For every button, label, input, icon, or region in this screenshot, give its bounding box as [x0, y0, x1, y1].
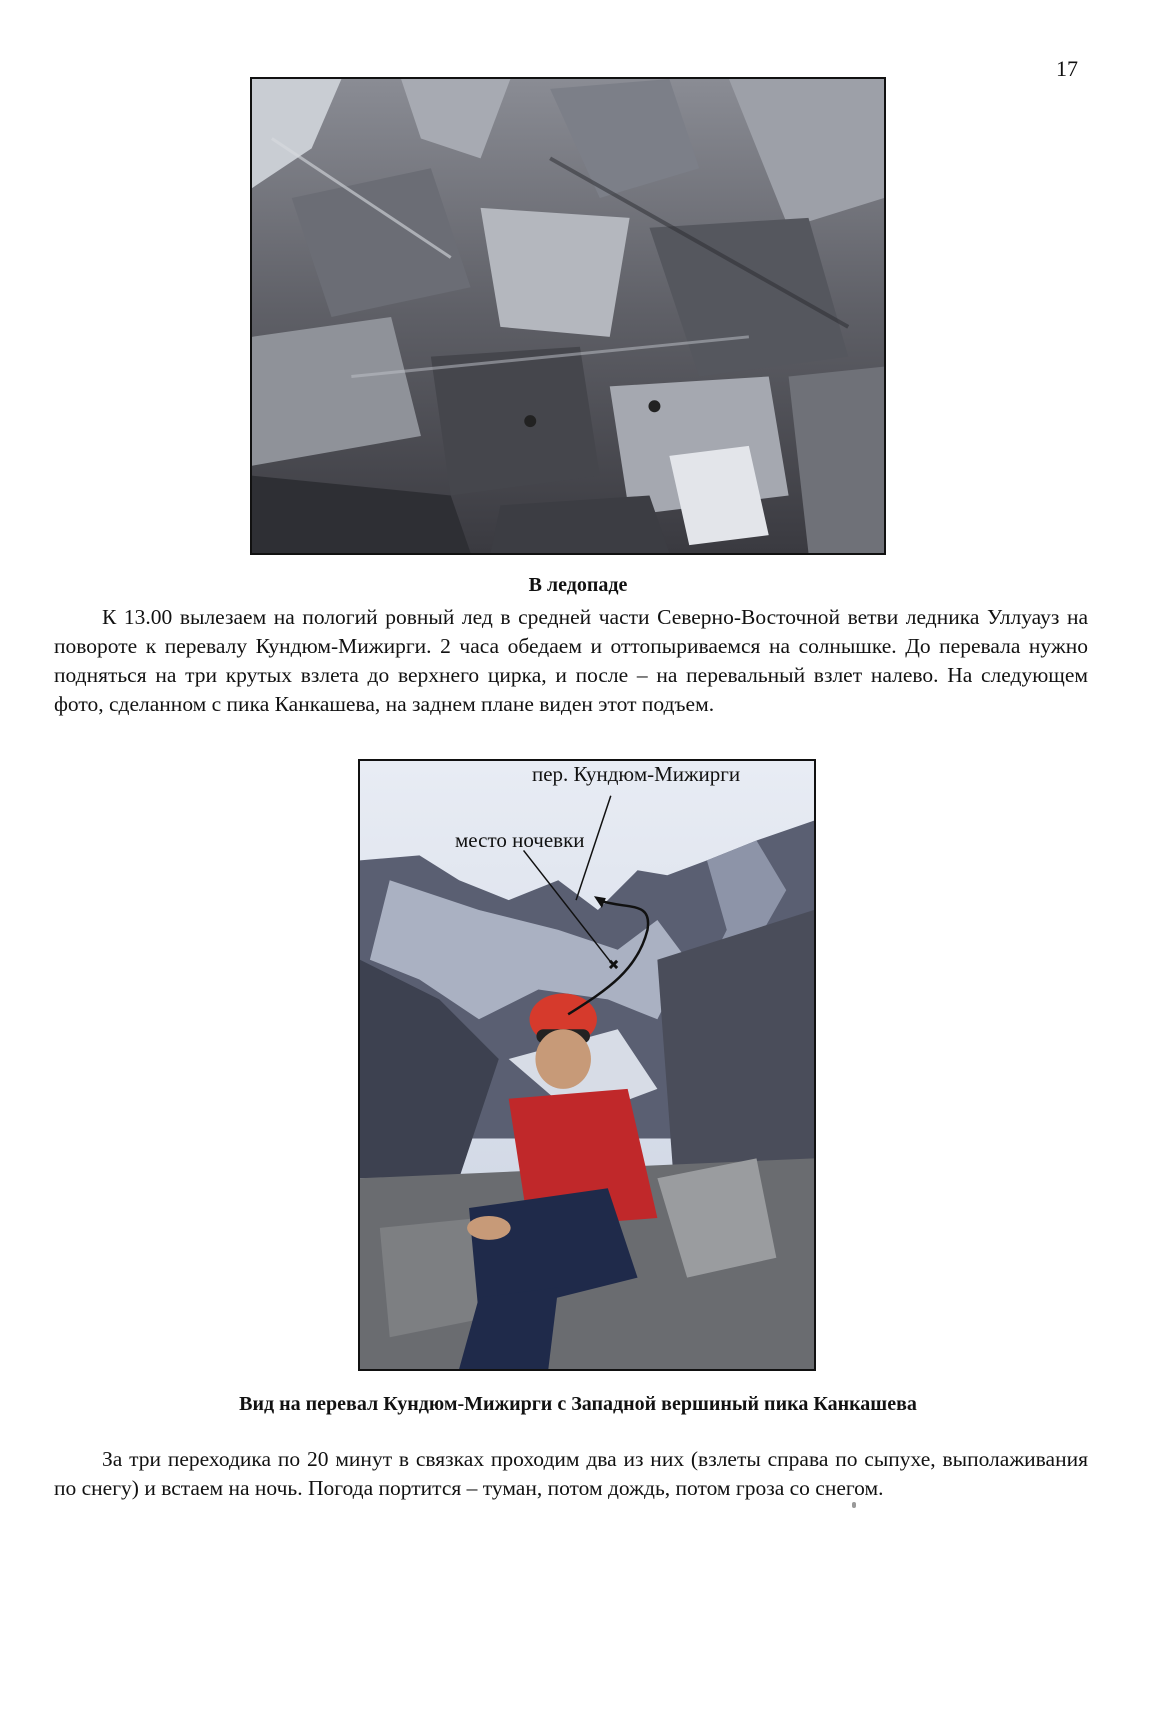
pass-view-caption: Вид на перевал Кундюм-Мижирги с Западной вершиный пика Канкашева: [239, 1393, 917, 1415]
camp-label: место ночевки: [455, 828, 585, 852]
pass-label: пер. Кундюм-Мижирги: [532, 762, 741, 786]
page-number: 17: [1056, 56, 1078, 81]
body-paragraph-1: К 13.00 вылезаем на пологий ровный лед в средней части Северно-Восточной ветви ледника Уллуауз на повороте к перевалу Кундюм-Мижирги. 2 часа обедаем и оттопыриваемся на солнышке. До перевала нужно подняться на три крутых взлета до верхнего цирка, и после – на перевальный взлет налево. На следующем фото, сделанном с пика Канкашева, на заднем плане виден этот подъем.: [54, 605, 1088, 716]
body-paragraph-2: За три переходика по 20 минут в связках проходим два из них (взлеты справа по сыпухе, выполаживания по снегу) и встаем на ночь. Погода портится – туман, потом дождь, потом гроза со снегом.: [54, 1447, 1088, 1500]
pass-view-photo: [358, 759, 816, 1371]
icefall-photo: [250, 77, 886, 555]
scan-speck: [852, 1502, 856, 1508]
svg-text:✖: ✖: [607, 957, 620, 974]
icefall-caption: В ледопаде: [528, 574, 628, 596]
